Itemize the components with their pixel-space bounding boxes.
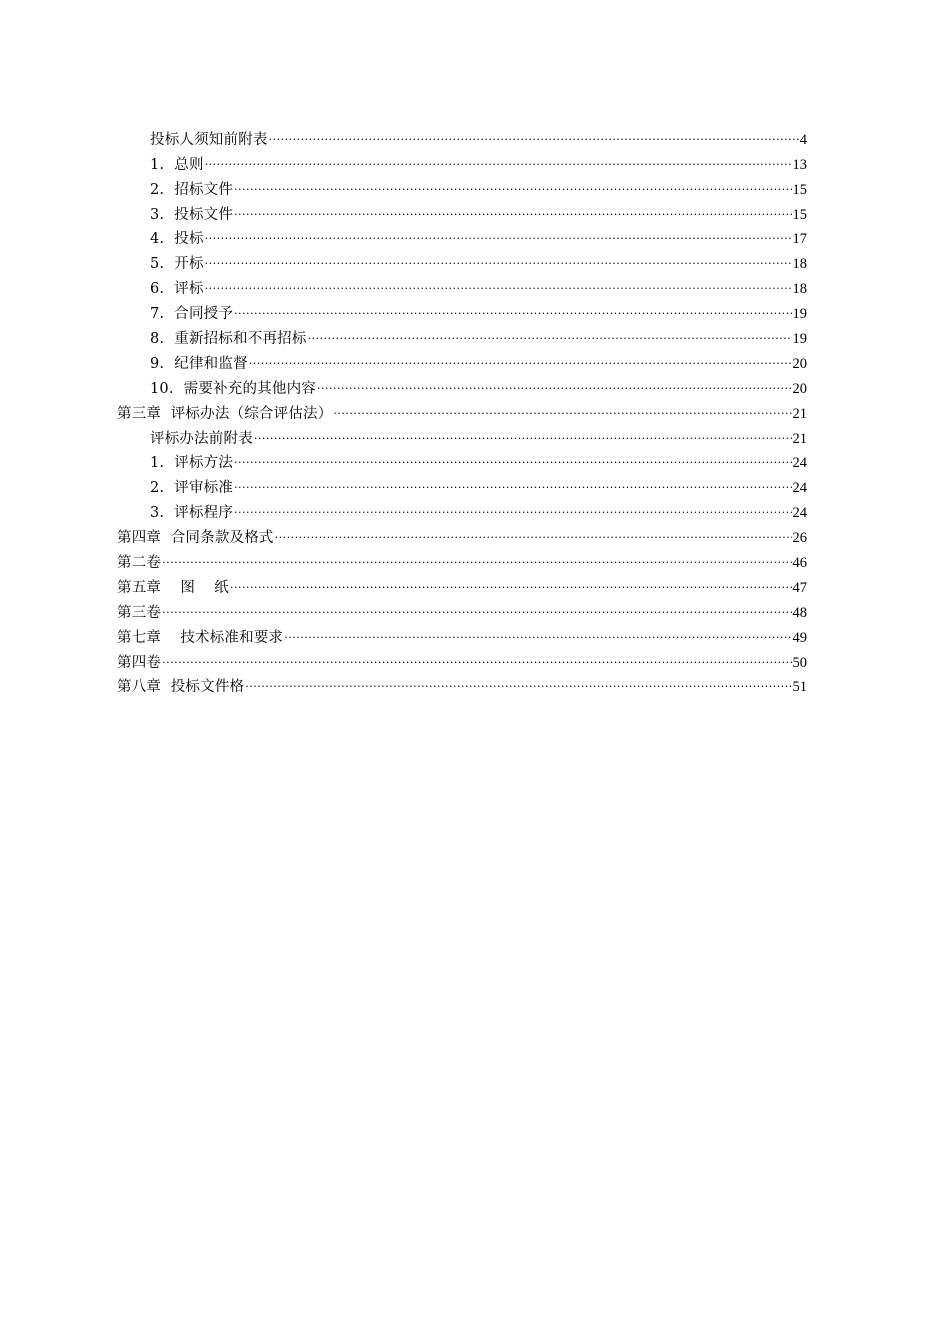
toc-entry-page: 50 <box>792 654 807 671</box>
toc-entry-page: 18 <box>792 281 807 298</box>
dot-leader <box>317 377 792 395</box>
toc-entry-page: 4 <box>799 131 807 148</box>
table-of-contents <box>117 124 807 696</box>
dot-leader <box>254 427 792 445</box>
toc-entry-page: 24 <box>792 480 807 497</box>
dot-leader <box>205 227 792 245</box>
toc-entry[interactable] <box>117 298 807 323</box>
toc-entry-page: 47 <box>792 579 807 596</box>
toc-entry-number: 10. <box>150 380 174 397</box>
toc-entry-title: 评标 <box>174 281 204 298</box>
toc-entry[interactable] <box>117 373 807 398</box>
toc-entry-page: 13 <box>792 156 807 173</box>
toc-entry-page: 46 <box>792 555 807 572</box>
toc-entry-number: 6. <box>150 281 165 298</box>
toc-entry[interactable] <box>117 248 807 273</box>
toc-entry-page: 49 <box>792 629 807 646</box>
toc-entry-number: 4. <box>150 231 165 248</box>
toc-entry[interactable] <box>117 199 807 224</box>
toc-entry[interactable] <box>117 149 807 174</box>
toc-entry-title: 投标文件 <box>174 206 234 223</box>
dot-leader <box>162 651 791 669</box>
toc-entry-title: 需要补充的其他内容 <box>183 380 316 397</box>
toc-entry-title: 第五章 图 纸 <box>117 579 229 596</box>
toc-entry-number: 3. <box>150 206 165 223</box>
toc-entry-page: 51 <box>792 679 807 696</box>
toc-chapter-entry[interactable] <box>117 522 807 547</box>
toc-entry[interactable] <box>117 124 807 149</box>
toc-entry-number: 9. <box>150 355 165 372</box>
dot-leader <box>234 178 791 196</box>
toc-entry-title: 第三卷 <box>117 604 162 621</box>
toc-volume-entry[interactable] <box>117 597 807 622</box>
toc-entry-title: 第二卷 <box>117 555 162 572</box>
toc-entry-page: 19 <box>792 306 807 323</box>
dot-leader <box>205 153 792 171</box>
toc-entry-page: 20 <box>792 380 807 397</box>
dot-leader <box>234 476 791 494</box>
toc-entry[interactable] <box>117 273 807 298</box>
dot-leader <box>162 601 791 619</box>
dot-leader <box>245 675 791 693</box>
toc-entry-page: 48 <box>792 604 807 621</box>
toc-entry[interactable] <box>117 497 807 522</box>
dot-leader <box>234 302 791 320</box>
toc-entry-title: 开标 <box>174 256 204 273</box>
toc-entry-title: 评审标准 <box>174 480 234 497</box>
toc-entry-number: 7. <box>150 306 165 323</box>
toc-entry-title: 招标文件 <box>174 181 234 198</box>
toc-entry-number: 1. <box>150 455 165 472</box>
toc-entry-title: 投标 <box>174 231 204 248</box>
dot-leader <box>234 501 791 519</box>
toc-entry-page: 15 <box>792 181 807 198</box>
dot-leader <box>234 451 791 469</box>
toc-volume-entry[interactable] <box>117 647 807 672</box>
toc-entry[interactable] <box>117 224 807 249</box>
toc-entry-title: 重新招标和不再招标 <box>174 331 307 348</box>
toc-entry[interactable] <box>117 448 807 473</box>
toc-entry[interactable] <box>117 348 807 373</box>
toc-entry-number: 1. <box>150 156 165 173</box>
toc-entry-number: 2. <box>150 480 165 497</box>
dot-leader <box>162 551 791 569</box>
dot-leader <box>205 277 792 295</box>
toc-entry-page: 21 <box>792 430 807 447</box>
toc-entry[interactable] <box>117 472 807 497</box>
toc-entry[interactable] <box>117 423 807 448</box>
dot-leader <box>284 626 791 644</box>
toc-entry-title: 第四卷 <box>117 654 162 671</box>
toc-entry-page: 18 <box>792 256 807 273</box>
toc-entry-title: 第三章 评标办法（综合评估法） <box>117 405 333 422</box>
toc-entry-number: 5. <box>150 256 165 273</box>
toc-entry-title: 第八章 投标文件格 <box>117 679 245 696</box>
toc-chapter-entry[interactable] <box>117 622 807 647</box>
toc-entry[interactable] <box>117 174 807 199</box>
toc-entry-page: 17 <box>792 231 807 248</box>
dot-leader <box>230 576 792 594</box>
dot-leader <box>308 327 792 345</box>
toc-entry-title: 总则 <box>174 156 204 173</box>
toc-entry-title: 纪律和监督 <box>174 355 248 372</box>
toc-entry-page: 15 <box>792 206 807 223</box>
toc-entry-page: 24 <box>792 505 807 522</box>
dot-leader <box>205 252 792 270</box>
toc-entry-page: 24 <box>792 455 807 472</box>
toc-entry-title: 评标办法前附表 <box>150 430 253 447</box>
dot-leader <box>333 402 791 420</box>
toc-chapter-entry[interactable] <box>117 572 807 597</box>
toc-entry[interactable] <box>117 323 807 348</box>
toc-chapter-entry[interactable] <box>117 398 807 423</box>
dot-leader <box>269 128 799 146</box>
toc-entry-number: 2. <box>150 181 165 198</box>
toc-entry-title: 合同授予 <box>174 306 234 323</box>
toc-entry-number: 8. <box>150 331 165 348</box>
toc-entry-page: 26 <box>792 530 807 547</box>
toc-chapter-entry[interactable] <box>117 672 807 697</box>
toc-entry-page: 19 <box>792 331 807 348</box>
toc-entry-page: 20 <box>792 355 807 372</box>
toc-entry-title: 第四章 合同条款及格式 <box>117 530 274 547</box>
toc-entry-title: 评标方法 <box>174 455 234 472</box>
toc-volume-entry[interactable] <box>117 547 807 572</box>
toc-entry-title: 投标人须知前附表 <box>150 131 268 148</box>
dot-leader <box>234 203 791 221</box>
toc-entry-page: 21 <box>792 405 807 422</box>
dot-leader <box>249 352 792 370</box>
dot-leader <box>275 526 792 544</box>
toc-entry-title: 第七章 技术标准和要求 <box>117 629 284 646</box>
toc-entry-title: 评标程序 <box>174 505 234 522</box>
toc-entry-number: 3. <box>150 505 165 522</box>
